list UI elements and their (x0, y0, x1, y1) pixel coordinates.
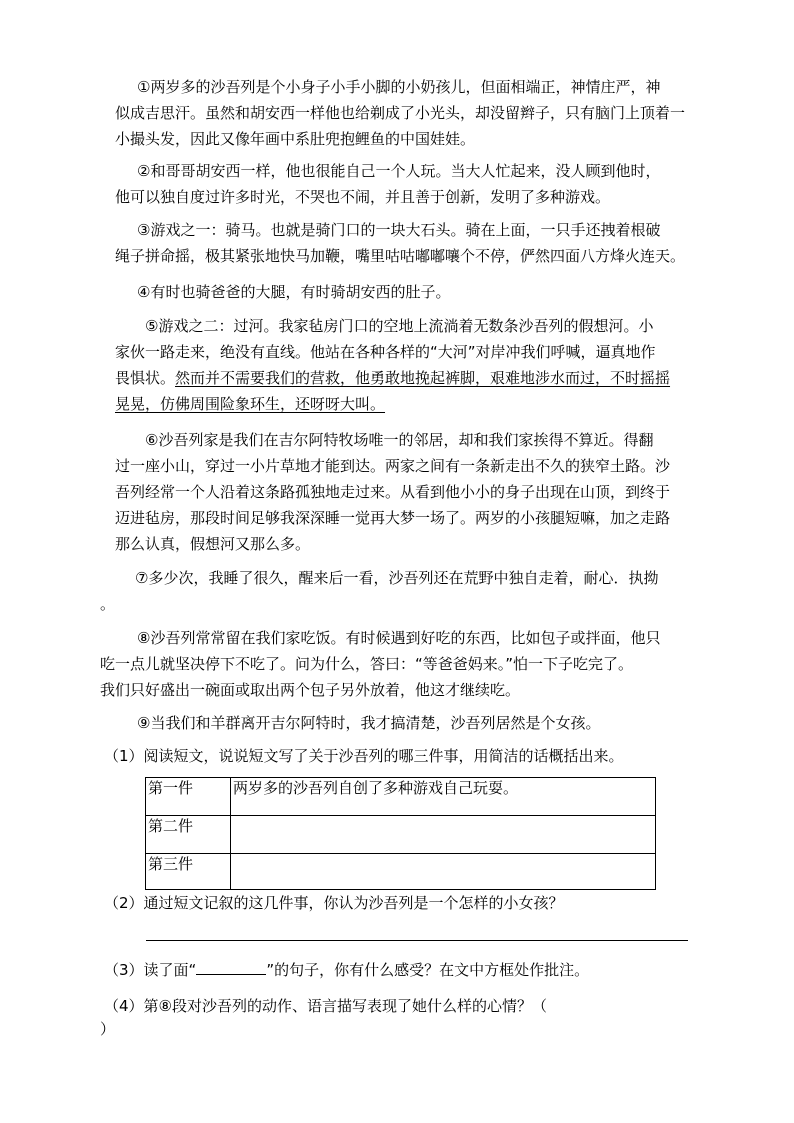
answer-cell[interactable] (231, 816, 656, 854)
p4-line1: ④有时也骑爸爸的大腿，有时骑胡安西的肚子。 (137, 283, 451, 301)
answer-cell[interactable]: 两岁多的沙吾列自创了多种游戏自己玩耍。 (231, 778, 656, 816)
p5-line1: ⑤游戏之二：过河。我家毡房门口的空地上流淌着无数条沙吾列的假想河。小 (145, 317, 654, 335)
p9-line1: ⑨当我们和羊群离开吉尔阿特时，我才搞清楚，沙吾列居然是个女孩。 (137, 714, 601, 732)
p3-line2: 绳子拼命摇，极其紧张地快马加鞭，嘴里咕咕嘟嘟嚷个不停，俨然四面八方烽火连天。 (115, 247, 686, 265)
p5-line3 (115, 368, 670, 388)
p1-line3: 小撮头发，因此又像年画中系肚兜抱鲤鱼的中国娃娃。 (115, 130, 476, 148)
p2-line2: 他可以独自度过许多时光，不哭也不闹，并且善于创新，发明了多种游戏。 (115, 188, 611, 206)
row-label: 第三件 (146, 854, 231, 890)
p5-line4-underlined: 晃晃，仿佛周围险象环生，还呀呀大叫。 (115, 395, 386, 413)
events-table (145, 777, 656, 890)
p6-line1: ⑥沙吾列家是我们在吉尔阿特牧场唯一的邻居，却和我们家挨得不算近。得翻 (145, 431, 654, 449)
answer-line[interactable] (146, 940, 688, 941)
answer-cell[interactable] (231, 854, 656, 890)
p2-line1: ②和哥哥胡安西一样，他也很能自己一个人玩。当大人忙起来，没人顾到他时， (137, 162, 661, 180)
p8-line1: ⑧沙吾列常常留在我们家吃饭。有时候遇到好吃的东西，比如包子或拌面，他只 (137, 629, 661, 647)
row-label: 第二件 (146, 816, 231, 854)
p5-line2: 家伙一路走来，绝没有直线。他站在各种各样的“大河”对岸冲我们呼喊，逼真地作 (115, 343, 656, 361)
table-row (146, 778, 656, 816)
row-label: 第一件 (146, 778, 231, 816)
underlined-sentence: 然而并不需要我们的营救，他勇敢地挽起裤脚，艰难地涉水而过，不时摇摇 (175, 369, 671, 387)
p6-line5: 那么认真，假想河又那么多。 (115, 535, 311, 553)
p1-line2: 似成吉思汗。虽然和胡安西一样他也给剃成了小光头，却没留辫子，只有脑门上顶着一 (115, 104, 686, 122)
question-4: （4）第⑧段对沙吾列的动作、语言描写表现了她什么样的心情？（ (104, 997, 547, 1015)
p3-line1: ③游戏之一：骑马。也就是骑门口的一块大石头。骑在上面，一只手还拽着根破 (137, 221, 661, 239)
p6-line3: 吾列经常一个人沿着这条路孤独地走过来。从看到他小小的身子出现在山顶，到终于 (115, 483, 671, 501)
p7-line2: 。 (100, 595, 116, 613)
p5-text: 畏惧状。 (115, 369, 176, 387)
p7-line1: ⑦多少次，我睡了很久，醒来后一看，沙吾列还在荒野中独自走着，耐心．执拗 (135, 569, 659, 587)
question-4-close: ） (100, 1020, 116, 1038)
p8-line2: 吃一点儿就坚决停下不吃了。问为什么，答曰：“等爸爸妈来。”怕一下子吃完了。 (100, 655, 634, 673)
q3-text-pre: （3）读了面“ (104, 961, 197, 979)
fill-blank[interactable] (196, 960, 266, 975)
question-2: （2）通过短文记叙的这几件事，你认为沙吾列是一个怎样的小女孩？ (104, 894, 564, 912)
p1-line1: ①两岁多的沙吾列是个小身子小手小脚的小奶孩儿，但面相端正，神情庄严，神 (137, 78, 661, 96)
p6-line4: 迈进毡房，那段时间足够我深深睡一觉再大梦一场了。两岁的小孩腿短嘛，加之走路 (115, 509, 671, 527)
table-row (146, 854, 656, 890)
question-1: （1）阅读短文，说说短文写了关于沙吾列的哪三件事，用简洁的话概括出来。 (104, 747, 624, 765)
p6-line2: 过一座小山，穿过一小片草地才能到达。两家之间有一条新走出不久的狭窄土路。沙 (115, 457, 671, 475)
question-3 (104, 960, 589, 980)
table-row (146, 816, 656, 854)
q3-text-post: ”的句子，你有什么感受？在文中方框处作批注。 (266, 961, 590, 979)
p8-line3: 我们只好盛出一碗面或取出两个包子另外放着，他这才继续吃。 (100, 681, 521, 699)
